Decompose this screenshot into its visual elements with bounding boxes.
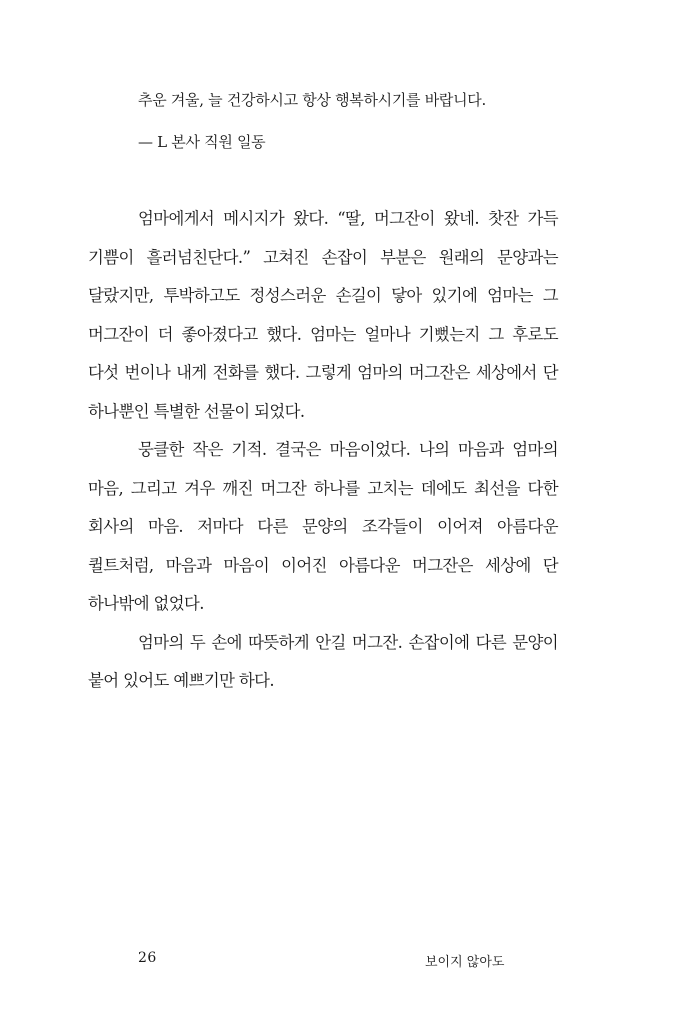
letter-closing: 추운 겨울, 늘 건강하시고 항상 행복하시기를 바랍니다. bbox=[138, 91, 486, 109]
paragraph: 엄마의 두 손에 따뜻하게 안길 머그잔. 손잡이에 다른 문양이 붙어 있어도 예쁘기만 하다. bbox=[88, 632, 558, 690]
running-title: 보이지 않아도 bbox=[425, 955, 505, 970]
body-text bbox=[88, 200, 558, 701]
paragraph: 뭉클한 작은 기적. 결국은 마음이었다. 나의 마음과 엄마의 마음, 그리고 겨우 깨진 머그잔 하나를 고치는 데에도 최선을 다한 회사의 마음. 저마다 다른 문양의 조각들이 이어져 아름다운 퀼트처럼, 마음과 마음이 이어진 아름다운 머그잔은 세상에 단 하나밖에 없었다. bbox=[88, 440, 558, 613]
paragraph: 엄마에게서 메시지가 왔다. “딸, 머그잔이 왔네. 찻잔 가득 기쁨이 흘러넘친단다.” 고쳐진 손잡이 부분은 원래의 문양과는 달랐지만, 투박하고도 정성스러운 손길이 닿아 있기에 엄마는 그 머그잔이 더 좋아졌다고 했다. 엄마는 얼마나 기뻤는지 그 후로도 다섯 번이나 내게 전화를 했다. 그렇게 엄마의 머그잔은 세상에서 단 하나뿐인 특별한 선물이 되었다. bbox=[88, 209, 558, 421]
letter-signature: — L 본사 직원 일동 bbox=[138, 133, 266, 151]
page-number: 26 bbox=[138, 950, 157, 966]
